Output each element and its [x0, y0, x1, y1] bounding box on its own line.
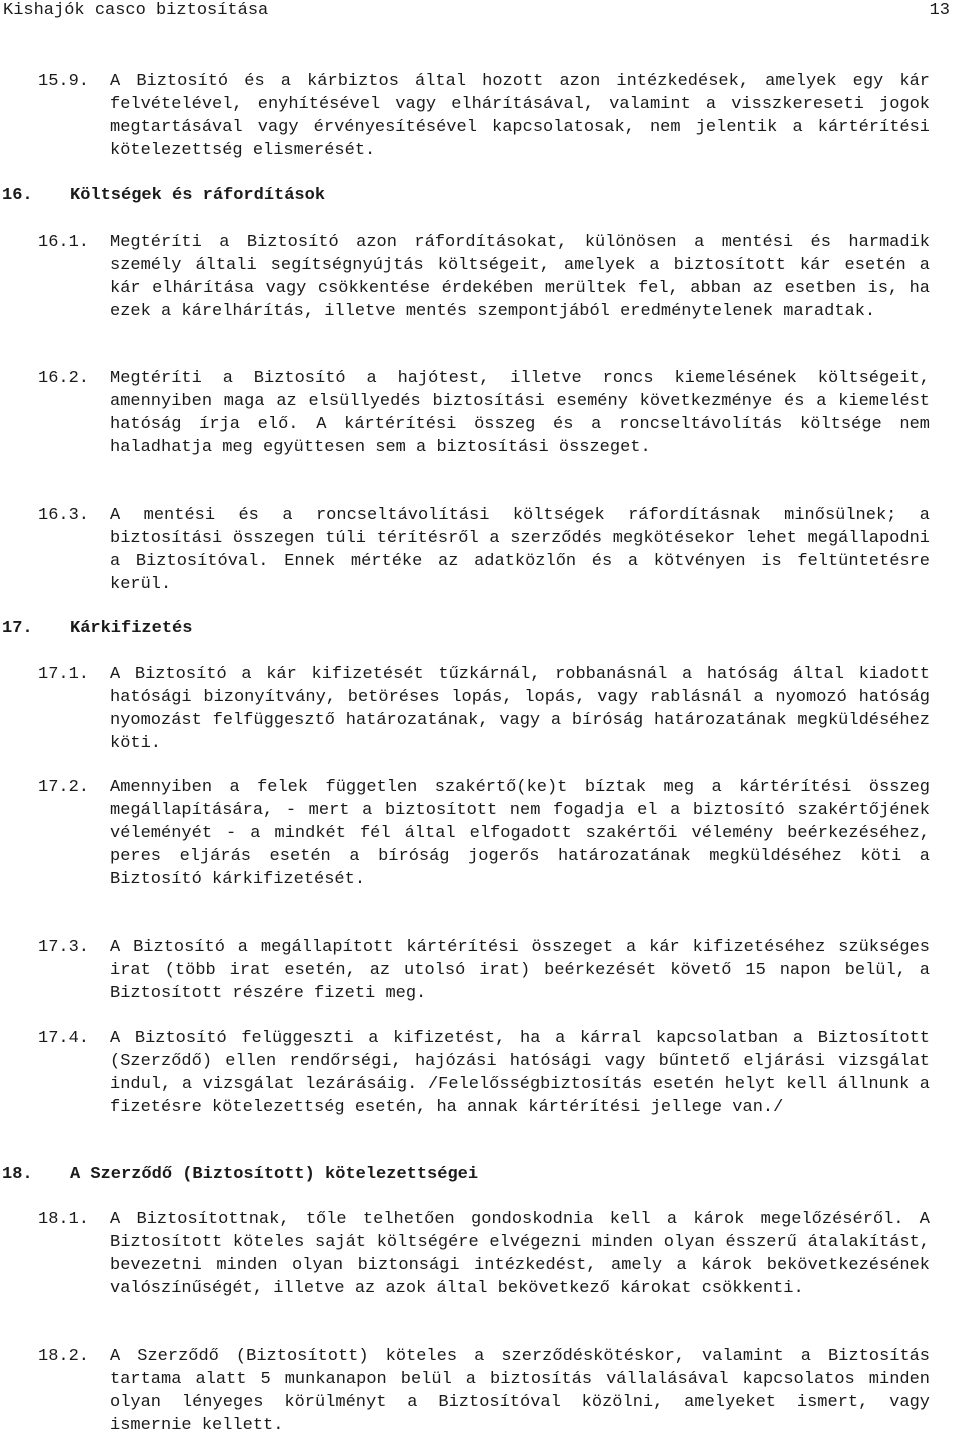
clause-text: A Biztosítottnak, tőle telhetően gondoskodnia kell a károk megelőzéséről. A Biztosított köteles saját költségére elvégezni minden olyan ésszerű átalakítást, bevezetni minden olyan biztonsági intézkedést, amely a károk bekövetkezésének valószínűségét, illetve az azok által bekövetkező károkat csökkenti.: [110, 1210, 930, 1298]
clause-text: A Biztosító a megállapított kártérítési összeget a kár kifizetéséhez szükséges irat (több irat esetén, az utolsó irat) beérkezését követő 15 napon belül, a Biztosított részére fizeti meg.: [110, 938, 930, 1003]
page-number: 13: [929, 1, 950, 20]
section-number: 17.: [2, 619, 33, 638]
clause-18-1: [38, 1208, 930, 1300]
clause-18-2: [38, 1345, 930, 1437]
section-heading-16: [2, 184, 325, 207]
clause-number: 18.1.: [38, 1210, 90, 1229]
clause-number: 16.2.: [38, 369, 90, 388]
section-heading-17: [2, 617, 192, 640]
clause-text: A Biztosító felüggeszti a kifizetést, ha a kárral kapcsolatban a Biztosított (Szerződő) ellen rendőrségi, hajózási hatósági vagy bűntető eljárási vizsgálat indul, a vizsgálat lezárásáig. /Felelősségbiztosítás esetén helyt kell állnunk a fizetésre kötelezettség esetén, ha annak kártérítési jellege van./: [110, 1029, 930, 1117]
clause-text: Megtéríti a Biztosító azon ráfordításokat, különösen a mentési és harmadik személy általi segítségnyújtás költségeit, amelyek a biztosított kár esetén a kár elhárítása vagy csökkentése érdekében merültek fel, abban az esetben is, ha ezek a kárelhárítás, illetve mentés szempontjából eredménytelenek maradtak.: [110, 233, 930, 321]
section-title: Költségek és ráfordítások: [70, 186, 326, 205]
section-number: 16.: [2, 186, 33, 205]
clause-17-1: [38, 663, 930, 755]
clause-number: 17.1.: [38, 665, 90, 684]
clause-number: 15.9.: [38, 72, 90, 91]
clause-16-3: [38, 504, 930, 596]
clause-number: 17.3.: [38, 938, 90, 957]
clause-16-1: [38, 231, 930, 323]
clause-17-3: [38, 936, 930, 1005]
clause-number: 18.2.: [38, 1347, 90, 1366]
clause-text: A Biztosító a kár kifizetését tűzkárnál, robbanásnál a hatóság által kiadott hatósági bizonyítvány, betöréses lopás, lopás, vagy rablásnál a nyomozó hatóság nyomozást felfüggesztő határozatának, vagy a bíróság határozatának megküldéséhez köti.: [110, 665, 930, 753]
clause-number: 17.2.: [38, 778, 90, 797]
clause-text: A mentési és a roncseltávolítási költségek ráfordításnak minősülnek; a biztosítási összegen túli térítésről a szerződés megkötésekor lehet megállapodni a Biztosítóval. Ennek mértéke az adatközlőn és a kötvényen is feltüntetésre kerül.: [110, 506, 930, 594]
clause-16-2: [38, 367, 930, 459]
clause-number: 17.4.: [38, 1029, 90, 1048]
section-title: A Szerződő (Biztosított) kötelezettségei: [70, 1165, 479, 1184]
section-heading-18: [2, 1163, 478, 1186]
clause-15-9: [38, 70, 930, 162]
section-title: Kárkifizetés: [70, 619, 193, 638]
clause-text: Amennyiben a felek független szakértő(ke)t bíztak meg a kártérítési összeg megállapítására, - mert a biztosított nem fogadja el a biztosító szakértőjének véleményét - a mindkét fél által elfogadott szakértői vélemény beérkezéséhez, peres eljárás esetén a bíróság jogerős határozatának megküldéséhez köti a Biztosító kárkifizetését.: [110, 778, 930, 889]
clause-17-2: [38, 776, 930, 891]
section-number: 18.: [2, 1165, 33, 1184]
clause-text: A Biztosító és a kárbiztos által hozott azon intézkedések, amelyek egy kár felvételével, enyhítésével vagy elhárításával, valamint a visszkereseti jogok megtartásával vagy érvényesítésével kapcsolatosak, nem jelentik a kártérítési kötelezettség elismerését.: [110, 72, 930, 160]
clause-number: 16.1.: [38, 233, 90, 252]
clause-17-4: [38, 1027, 930, 1119]
clause-text: A Szerződő (Biztosított) köteles a szerződéskötéskor, valamint a Biztosítás tartama alatt 5 munkanapon belül a biztosítás vállalásával kapcsolatos minden olyan lényeges körülményt a Biztosítóval közölni, amelyeket ismert, vagy ismernie kellett.: [110, 1347, 930, 1435]
clause-text: Megtéríti a Biztosító a hajótest, illetve roncs kiemelésének költségeit, amennyiben maga az elsüllyedés biztosítási esemény következménye és a kiemelést hatóság írja elő. A kártérítési összeg és a roncseltávolítás költsége nem haladhatja meg együttesen sem a biztosítási összeget.: [110, 369, 930, 457]
clause-number: 16.3.: [38, 506, 90, 525]
running-header: Kishajók casco biztosítása: [3, 1, 269, 20]
